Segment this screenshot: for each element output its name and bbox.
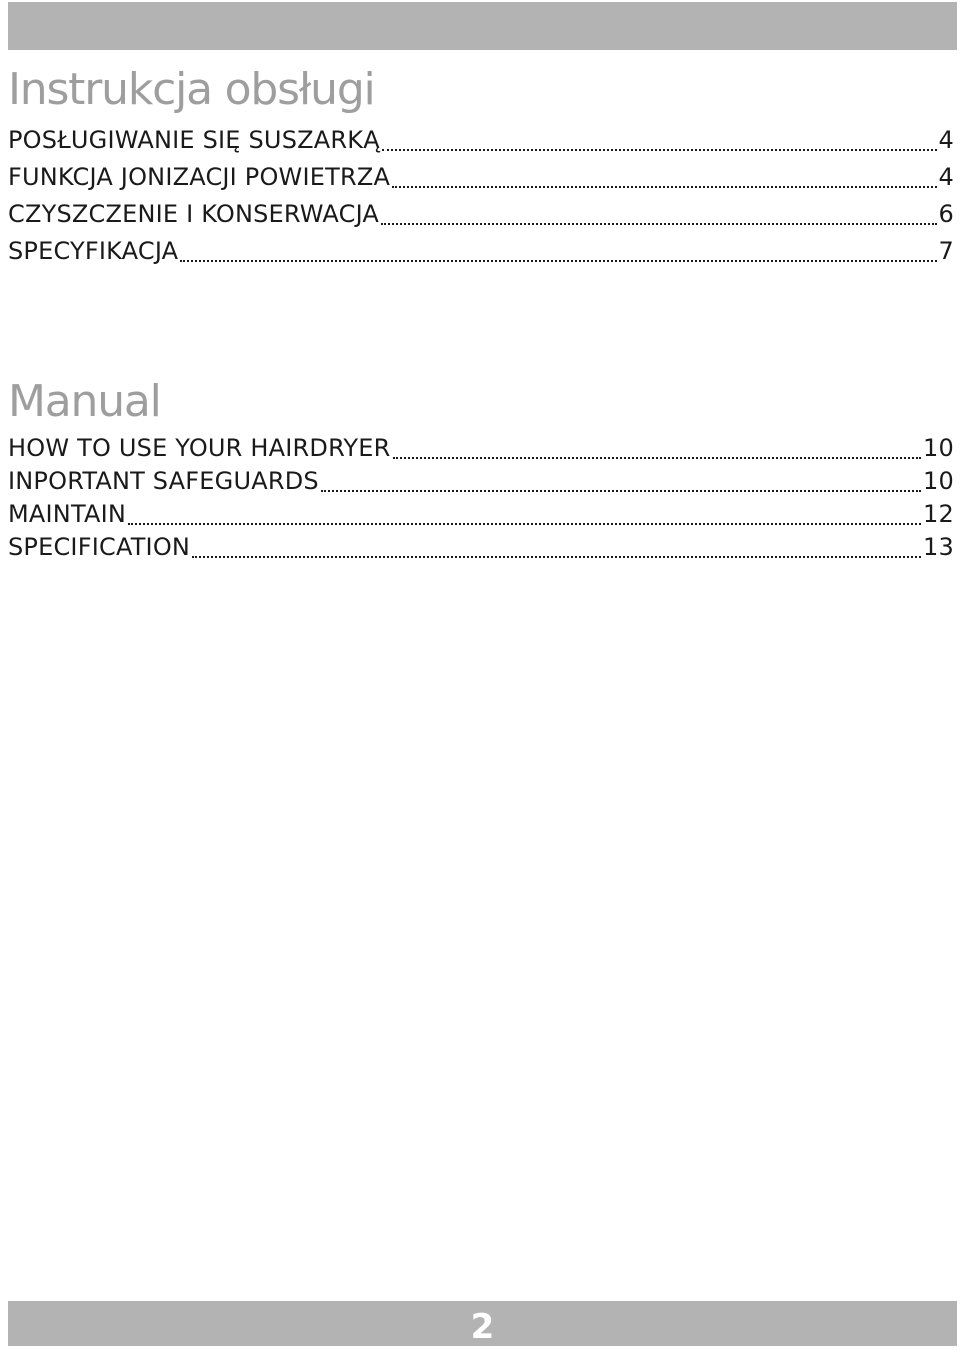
- toc-entry-page: 12: [923, 500, 954, 528]
- toc-leader-dots: [192, 556, 921, 558]
- toc-entry[interactable]: [8, 196, 954, 233]
- toc-leader-dots: [382, 149, 937, 151]
- toc-leader-dots: [128, 523, 921, 525]
- toc-entry-label: SPECYFIKACJA: [8, 237, 179, 265]
- toc-entry-page: 4: [938, 126, 954, 154]
- toc-entry-label: SPECIFICATION: [8, 533, 191, 561]
- toc-entry[interactable]: [8, 233, 954, 270]
- toc-entry-page: 6: [938, 200, 954, 228]
- toc-entry-label: POSŁUGIWANIE SIĘ SUSZARKĄ: [8, 126, 380, 154]
- toc-entry-label: INPORTANT SAFEGUARDS: [8, 467, 319, 495]
- toc-entry[interactable]: [8, 159, 954, 196]
- toc-leader-dots: [392, 186, 936, 188]
- toc-list-english: [8, 432, 954, 564]
- toc-section-english: [8, 374, 954, 564]
- toc-entry-label: HOW TO USE YOUR HAIRDRYER: [8, 434, 391, 462]
- toc-entry-page: 4: [938, 163, 954, 191]
- toc-leader-dots: [381, 223, 936, 225]
- toc-entry-label: CZYSZCZENIE I KONSERWACJA: [8, 200, 380, 228]
- toc-list-polish: [8, 122, 954, 270]
- toc-section-polish: [8, 62, 954, 270]
- section-title-english: Manual: [8, 376, 161, 427]
- footer-bar: [8, 1301, 957, 1346]
- toc-entry[interactable]: [8, 498, 954, 531]
- toc-entry[interactable]: [8, 432, 954, 465]
- toc-leader-dots: [180, 260, 936, 262]
- toc-entry-label: MAINTAIN: [8, 500, 127, 528]
- toc-entry-page: 10: [923, 434, 954, 462]
- section-title-polish: Instrukcja obsługi: [8, 64, 375, 115]
- toc-leader-dots: [393, 457, 922, 459]
- header-bar: [8, 2, 957, 50]
- toc-leader-dots: [321, 490, 921, 492]
- toc-entry-page: 10: [923, 467, 954, 495]
- toc-entry[interactable]: [8, 465, 954, 498]
- page-number: 2: [470, 1307, 495, 1347]
- toc-entry-label: FUNKCJA JONIZACJI POWIETRZA: [8, 163, 391, 191]
- toc-entry-page: 7: [938, 237, 954, 265]
- toc-entry-page: 13: [923, 533, 954, 561]
- toc-entry[interactable]: [8, 122, 954, 159]
- toc-entry[interactable]: [8, 531, 954, 564]
